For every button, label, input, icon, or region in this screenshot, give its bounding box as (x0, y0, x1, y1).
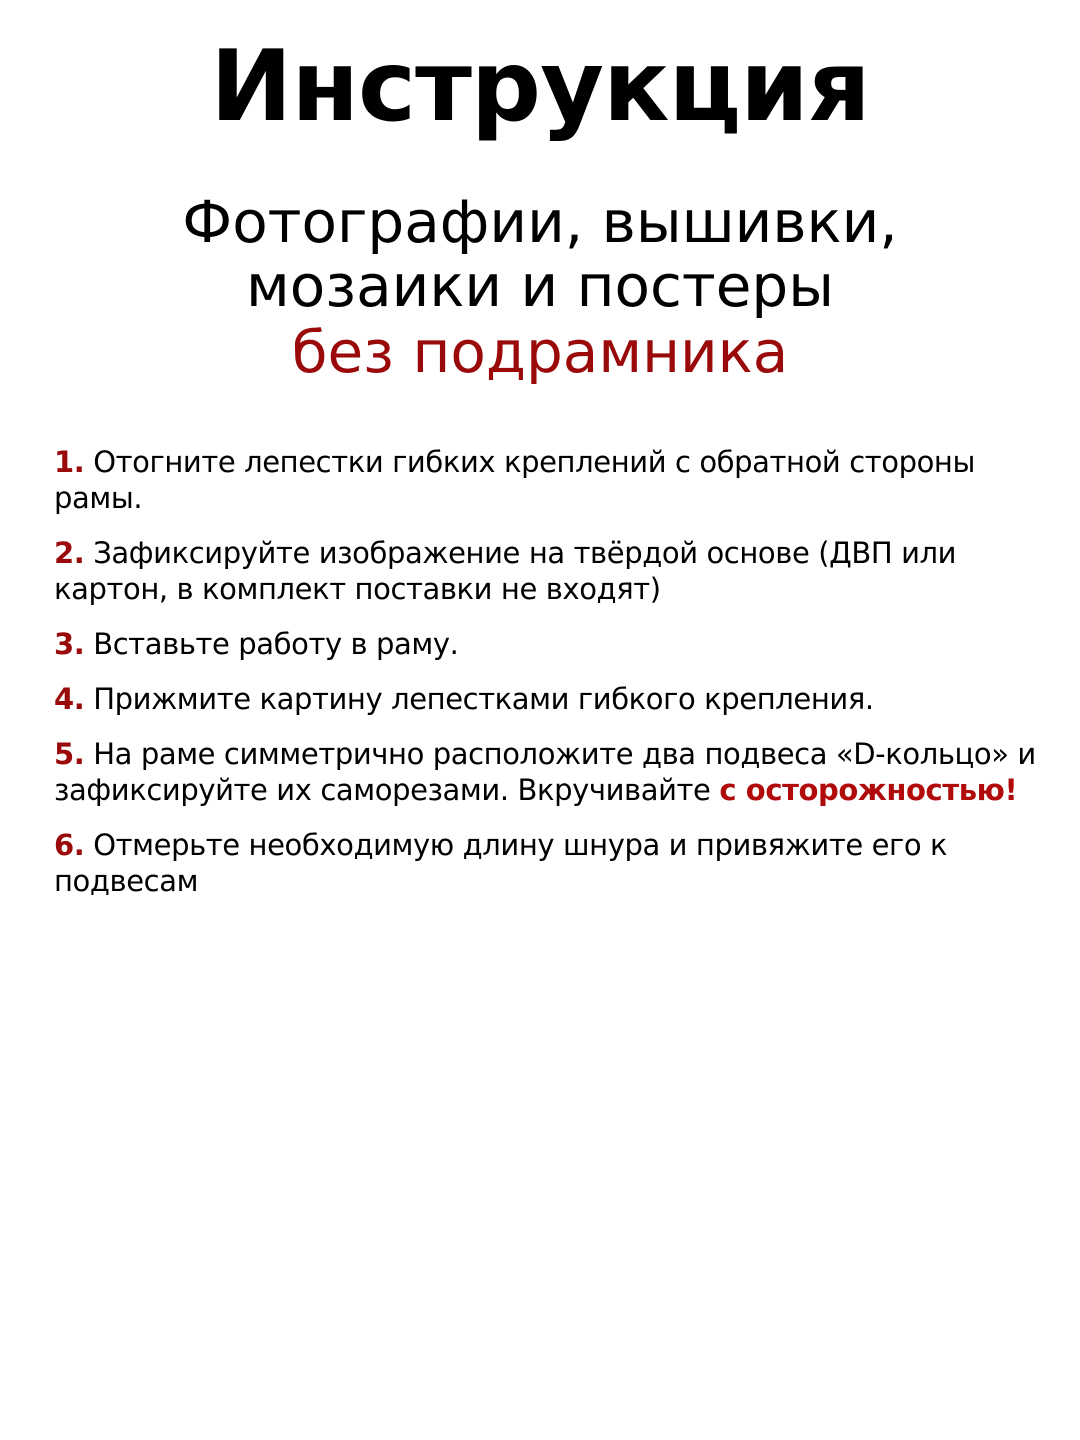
step-number: 5. (54, 737, 85, 771)
step-2 (54, 535, 1054, 607)
subtitle-accent: без подрамника (291, 318, 789, 386)
step-5 (54, 736, 1054, 808)
page-title: Инструкция (210, 30, 870, 144)
subtitle-line-2: мозаики и постеры (246, 252, 834, 320)
step-3 (54, 626, 1054, 662)
step-4 (54, 681, 1054, 717)
step-text: Отмерьте необходимую длину шнура и привяжите его к подвесам (54, 828, 948, 898)
step-text: На раме симметрично расположите два подвеса «D-кольцо» и зафиксируйте их саморезами. Вкручивайте (54, 737, 1036, 807)
step-text: Вставьте работу в раму. (84, 627, 459, 661)
step-number: 1. (54, 445, 85, 479)
step-number: 2. (54, 536, 85, 570)
step-number: 3. (54, 627, 85, 661)
step-1 (54, 444, 1054, 516)
step-text: Отогните лепестки гибких креплений с обратной стороны рамы. (54, 445, 975, 515)
step-number: 6. (54, 828, 85, 862)
step-6 (54, 827, 1054, 899)
step-text: Зафиксируйте изображение на твёрдой основе (ДВП или картон, в комплект поставки не входят) (54, 536, 957, 606)
header (0, 22, 1080, 386)
step-text: Прижмите картину лепестками гибкого крепления. (84, 682, 874, 716)
subtitle-line-1: Фотографии, вышивки, (182, 188, 898, 256)
step-number: 4. (54, 682, 85, 716)
instruction-steps (54, 444, 1054, 918)
caution-warning: с осторожностью! (719, 773, 1018, 807)
